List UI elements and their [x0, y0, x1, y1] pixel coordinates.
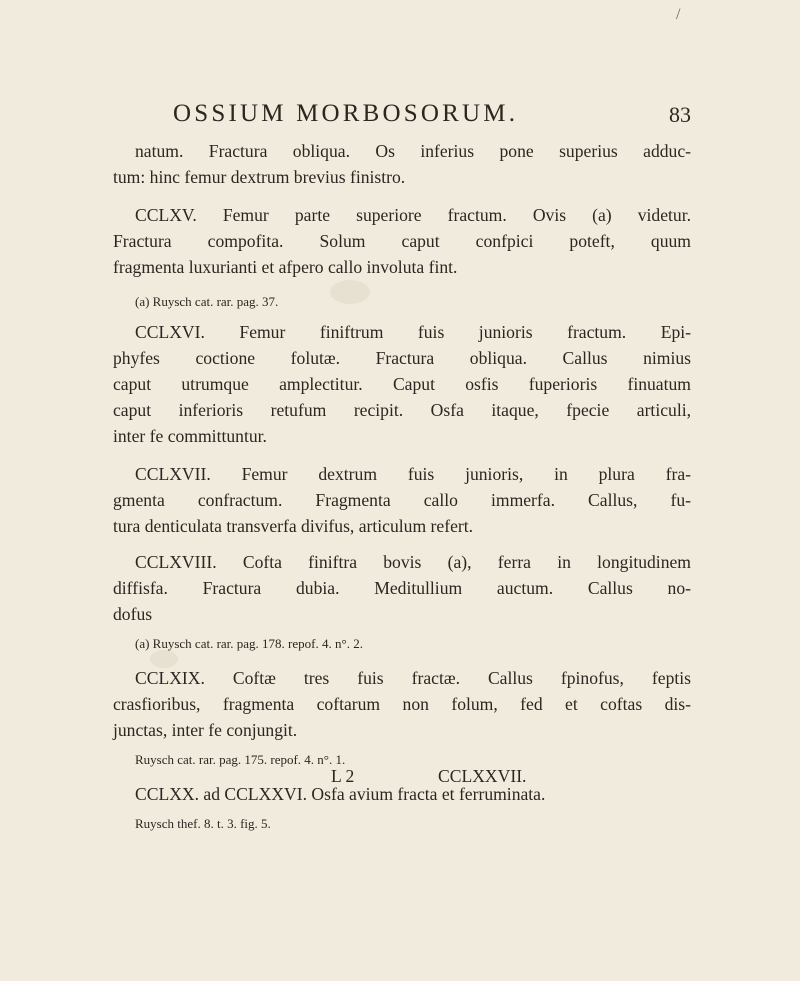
page-number: 83 — [669, 102, 691, 127]
text-line: crasfioribus, fragmenta coftarum non folum, fed et coftas dis- — [113, 694, 691, 714]
text-line: CCLXVII. Femur dextrum fuis junioris, in plura fra- — [135, 464, 691, 484]
text-line: tura denticulata transverfa divifus, articulum refert. — [113, 516, 474, 536]
body-text — [113, 138, 691, 833]
text-line: natum. Fractura obliqua. Os inferius pone superius adduc- — [135, 141, 691, 161]
text-line: CCLXIX. Coftæ tres fuis fractæ. Callus fpinofus, feptis — [135, 668, 691, 688]
text-line: phyfes coctione folutæ. Fractura obliqua. Callus nimius — [113, 348, 691, 368]
text-line: tum: hinc femur dextrum brevius finistro. — [113, 167, 406, 187]
paragraph — [113, 202, 691, 280]
text-line: inter fe committuntur. — [113, 426, 267, 446]
text-line: Fractura compofita. Solum caput confpici poteft, quum — [113, 231, 691, 251]
footnote — [113, 293, 691, 311]
text-line: diffisfa. Fractura dubia. Meditullium auctum. Callus no- — [113, 578, 691, 598]
text-line: CCLXVI. Femur finiftrum fuis junioris fractum. Epi- — [135, 322, 691, 342]
text-line: (a) Ruysch cat. rar. pag. 37. — [135, 294, 279, 309]
text-line: caput utrumque amplectitur. Caput osfis fuperioris finuatum — [113, 374, 691, 394]
paragraph — [113, 319, 691, 449]
top-margin-mark: / — [676, 6, 681, 23]
paragraph — [113, 549, 691, 627]
footnote — [113, 635, 691, 653]
text-line: CCLXX. ad CCLXXVI. Osfa avium fracta et ferruminata. — [135, 784, 546, 804]
text-line: fragmenta luxurianti et afpero callo involuta fint. — [113, 257, 458, 277]
text-line: Ruysch thef. 8. t. 3. fig. 5. — [135, 816, 271, 831]
footnote — [113, 815, 691, 833]
paragraph — [113, 461, 691, 539]
running-head: OSSIUM MORBOSORUM. — [173, 100, 519, 127]
text-line: caput inferioris retufum recipit. Osfa itaque, fpecie articuli, — [113, 400, 691, 420]
paragraph — [113, 138, 691, 190]
text-line: gmenta confractum. Fragmenta callo immerfa. Callus, fu- — [113, 490, 691, 510]
text-line: CCLXV. Femur parte superiore fractum. Ovis (a) videtur. — [135, 205, 691, 225]
footnote — [113, 751, 691, 769]
paragraph — [113, 665, 691, 743]
paragraph — [113, 781, 691, 807]
text-line: CCLXVIII. Cofta finiftra bovis (a), ferra in longitudinem — [135, 552, 691, 572]
catchword: CCLXXVII. — [438, 766, 527, 786]
text-line: dofus — [113, 604, 153, 624]
text-line: junctas, inter fe conjungit. — [113, 720, 298, 740]
signature-mark: L 2 — [331, 766, 355, 786]
text-line: Ruysch cat. rar. pag. 175. repof. 4. n°. 1. — [135, 752, 346, 767]
text-line: (a) Ruysch cat. rar. pag. 178. repof. 4. n°. 2. — [135, 636, 363, 651]
